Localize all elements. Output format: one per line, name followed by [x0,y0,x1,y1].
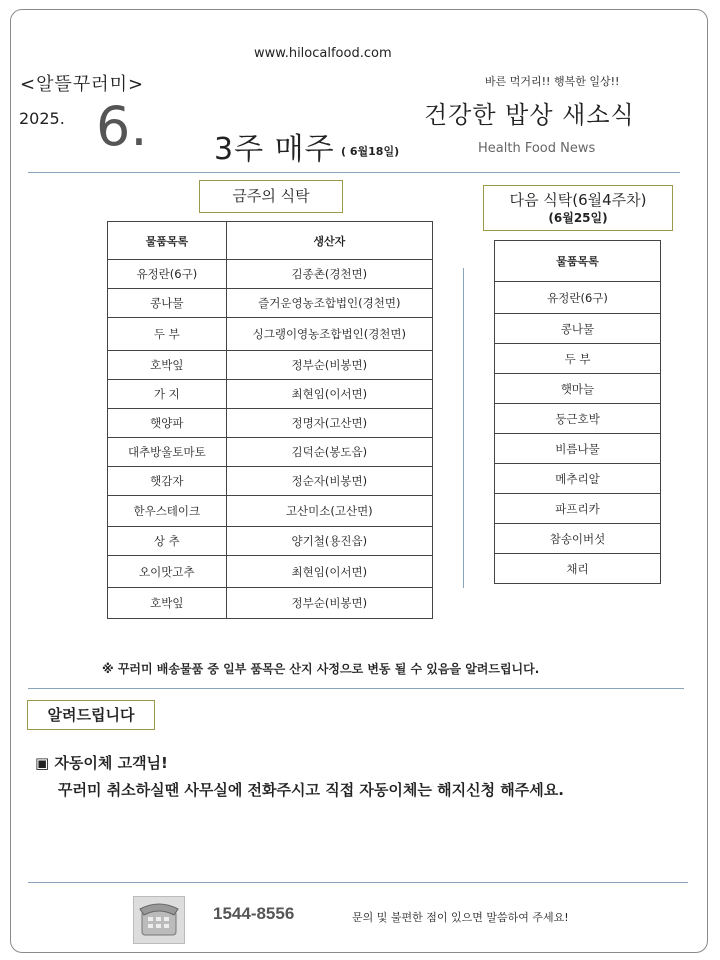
list-item [495,494,661,524]
item-cell: 햇감자 [108,467,227,496]
producer-cell: 양기철(용진읍) [226,527,432,556]
slogan: 바른 먹거리!! 행복한 일상!! [485,75,620,88]
item-cell: 가 지 [108,380,227,409]
table-row [108,380,433,409]
notice-divider [28,688,684,689]
list-item [495,464,661,494]
next-item-cell: 비름나물 [495,434,661,464]
next-item-cell: 콩나물 [495,314,661,344]
item-cell: 햇양파 [108,409,227,438]
next-item-cell: 참송이버섯 [495,524,661,554]
telephone-icon [133,896,185,944]
producer-cell: 정부순(비봉면) [226,351,432,380]
producer-cell: 싱그랭이영농조합법인(경천면) [226,318,432,351]
change-notice: ※ 꾸러미 배송물품 중 일부 품목은 산지 사정으로 변동 될 수 있음을 알려드립니다. [102,662,540,676]
column-header-next-items: 물품목록 [495,241,661,282]
producer-cell: 정순자(비봉면) [226,467,432,496]
producer-cell: 정명자(고산면) [226,409,432,438]
next-item-cell: 햇마늘 [495,374,661,404]
list-item [495,344,661,374]
table-header-row [495,241,661,282]
header-divider [28,172,680,173]
brand-name: <알뜰꾸러미> [20,74,145,95]
table-row [108,467,433,496]
notice-label: 알려드립니다 [27,700,155,730]
list-item [495,524,661,554]
newsletter-subtitle: Health Food News [478,141,596,156]
item-cell: 콩나물 [108,289,227,318]
next-item-cell: 유정란(6구) [495,282,661,314]
this-week-label: 금주의 식탁 [199,180,343,213]
next-week-table [494,240,661,584]
issue-year: 2025. [19,109,65,128]
next-item-cell: 메추리알 [495,464,661,494]
next-item-cell: 두 부 [495,344,661,374]
website-url[interactable]: www.hilocalfood.com [254,46,392,61]
table-row [108,318,433,351]
item-cell: 한우스테이크 [108,496,227,527]
notice-body: 꾸러미 취소하실땐 사무실에 전화주시고 직접 자동이체는 해지신청 해주세요. [58,781,564,799]
item-cell: 상 추 [108,527,227,556]
contact-text: 문의 및 불편한 점이 있으면 말씀하여 주세요! [352,911,569,924]
next-week-label-box [483,185,673,231]
producer-cell: 최현임(이서면) [226,380,432,409]
column-header-producer: 생산자 [226,222,432,260]
item-cell: 대추방울토마토 [108,438,227,467]
table-row [108,588,433,619]
list-item [495,554,661,584]
issue-month: 6. [96,95,148,158]
next-item-cell: 둥근호박 [495,404,661,434]
table-row [108,289,433,318]
table-row [108,351,433,380]
table-row [108,496,433,527]
item-cell: 유정란(6구) [108,260,227,289]
item-cell: 호박잎 [108,588,227,619]
column-header-items: 물품목록 [108,222,227,260]
notice-heading: ▣ 자동이체 고객님! [35,754,168,772]
item-cell: 두 부 [108,318,227,351]
item-cell: 오이맛고추 [108,556,227,588]
next-item-cell: 채리 [495,554,661,584]
table-row [108,409,433,438]
list-item [495,404,661,434]
producer-cell: 정부순(비봉면) [226,588,432,619]
week-title: 3주 매주 [214,132,335,167]
producer-cell: 김덕순(봉도읍) [226,438,432,467]
this-week-table [107,221,433,619]
next-week-label: 다음 식탁(6월4주차) [509,191,647,209]
next-week-date: (6월25일) [548,211,608,225]
newsletter-headline: 건강한 밥상 새소식 [424,101,635,129]
table-row [108,527,433,556]
table-header-row [108,222,433,260]
table-row [108,260,433,289]
producer-cell: 최현임(이서면) [226,556,432,588]
item-cell: 호박잎 [108,351,227,380]
list-item [495,434,661,464]
footer-divider [28,882,688,883]
list-item [495,282,661,314]
producer-cell: 즐거운영농조합법인(경천면) [226,289,432,318]
table-row [108,438,433,467]
list-item [495,374,661,404]
producer-cell: 고산미소(고산면) [226,496,432,527]
list-item [495,314,661,344]
producer-cell: 김종촌(경천면) [226,260,432,289]
next-item-cell: 파프리카 [495,494,661,524]
table-row [108,556,433,588]
phone-number[interactable]: 1544-8556 [213,904,295,923]
column-divider [463,268,464,588]
week-date: ( 6월18일) [341,145,400,158]
